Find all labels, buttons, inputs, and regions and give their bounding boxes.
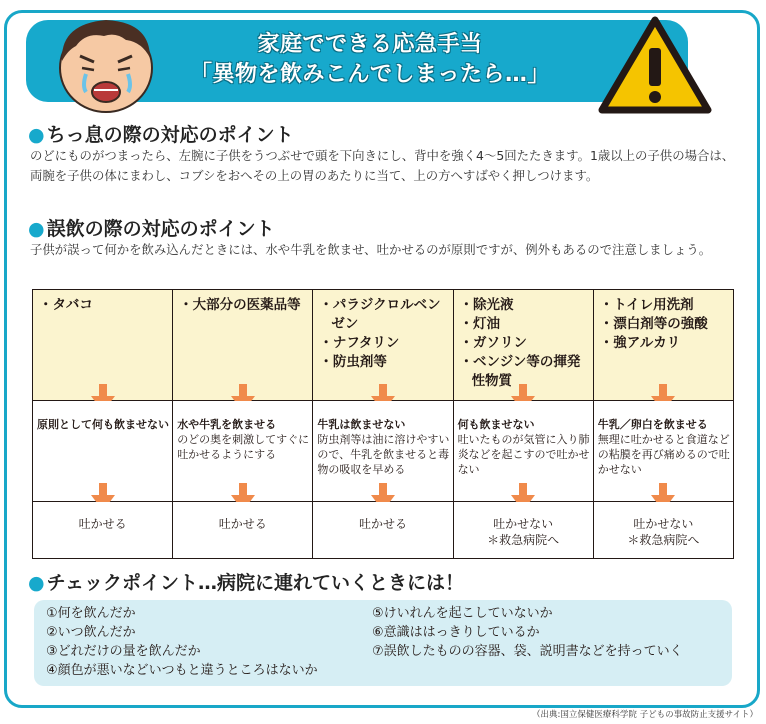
ingestion-table [32,289,734,559]
action-text: 無理に吐かせると食道などの粘膜を再び痛めるので吐かせない [597,433,730,476]
ingestion-text: 子供が誤って何かを飲み込んだときには、水や牛乳を飲ませ、吐かせるのが原則ですが、例外もあるので注意しましょう。 [30,242,712,257]
substance-item: ・大部分の医薬品等 [179,297,301,313]
title-line-1: 家庭でできる応急手当 [257,32,483,57]
substance-cell [453,290,593,401]
result-text: 吐かせる [78,517,127,531]
substance-item: ・トイレ用洗剤 [599,297,694,313]
action-cell [313,401,453,502]
action-cell [593,401,733,502]
substance-item: ・パラジクロルベンゼン [319,297,441,332]
checkpoint-left-column [46,604,318,680]
choking-text: のどにものがつまったら、左腕に子供をうつぶせで頭を下向きにし、背中を強く4～5回たたきます。1歳以上の子供の場合は、両腕を子供の体にまわし、コブシをおへその上の胃のあたりに当て、上の方へすばやく押しつけます。 [30,148,735,183]
substance-item: ・強アルカリ [599,335,681,351]
substance-item: ・除光液 [459,297,514,313]
result-cell [33,502,173,559]
action-text: 防虫剤等は油に溶けやすいので、牛乳を飲ませると毒物の吸収を早める [317,433,450,476]
substance-item: ・防虫剤等 [319,354,387,370]
checkpoint-item: ①何を飲んだか [46,606,136,621]
result-cell [173,502,313,559]
substance-item: ・灯油 [459,316,501,332]
substance-item: ・ナフタリン [319,335,400,351]
result-text: 吐かせない ＊救急病院へ [487,517,560,547]
checkpoint-item: ⑦誤飲したものの容器、袋、説明書などを持っていく [372,644,683,659]
action-cell [33,401,173,502]
substance-item: ・タバコ [39,297,93,313]
checkpoint-box [34,600,732,686]
checkpoint-item: ⑥意識ははっきりしているか [372,625,540,640]
substance-cell [593,290,733,401]
action-title: 水や牛乳を飲ませる [177,418,277,431]
checkpoint-item: ④顔色が悪いなどいつもと違うところはないか [46,663,318,678]
choking-heading: ● ちっ息の際の対応のポイント [28,124,294,146]
checkpoint-right-column [372,604,683,661]
substance-item: ・ガソリン [459,335,528,351]
action-text: のどの奥を刺激してすぐに吐かせるようにする [177,433,310,461]
checkpoint-item: ②いつ飲んだか [46,625,136,640]
checkpoint-heading: ● チェックポイント…病院に連れていくときには！ [28,572,465,594]
action-text: 吐いたものが気管に入り肺炎などを起こすので吐かせない [457,433,590,476]
warning-icon [596,14,714,118]
page-title [140,30,600,90]
substance-item: ・漂白剤等の強酸 [599,316,708,332]
source-credit: （出典:国立保健医療科学院 子どもの事故防止支援サイト） [532,710,758,720]
title-line-2: 「異物を飲みこんでしまったら…」 [189,62,550,87]
result-text: 吐かせる [358,517,407,531]
result-cell [453,502,593,559]
substance-cell [313,290,453,401]
checkpoint-item: ⑤けいれんを起こしていないか [372,606,553,621]
substance-cell [33,290,173,401]
action-title: 牛乳は飲ませない [317,418,406,431]
action-title: 何も飲ませない [457,418,535,431]
substance-item: ・ベンジン等の揮発性物質 [459,354,581,389]
ingestion-heading: ● 誤飲の際の対応のポイント [28,218,275,240]
action-title: 原則として何も飲ませない [37,418,169,431]
result-text: 吐かせる [218,517,267,531]
action-cell [173,401,313,502]
checkpoint-item: ③どれだけの量を飲んだか [46,644,201,659]
substance-cell [173,290,313,401]
result-cell [593,502,733,559]
action-title: 牛乳／卵白を飲ませる [597,418,708,431]
action-cell [453,401,593,502]
result-text: 吐かせない ＊救急病院へ [627,517,700,547]
result-cell [313,502,453,559]
